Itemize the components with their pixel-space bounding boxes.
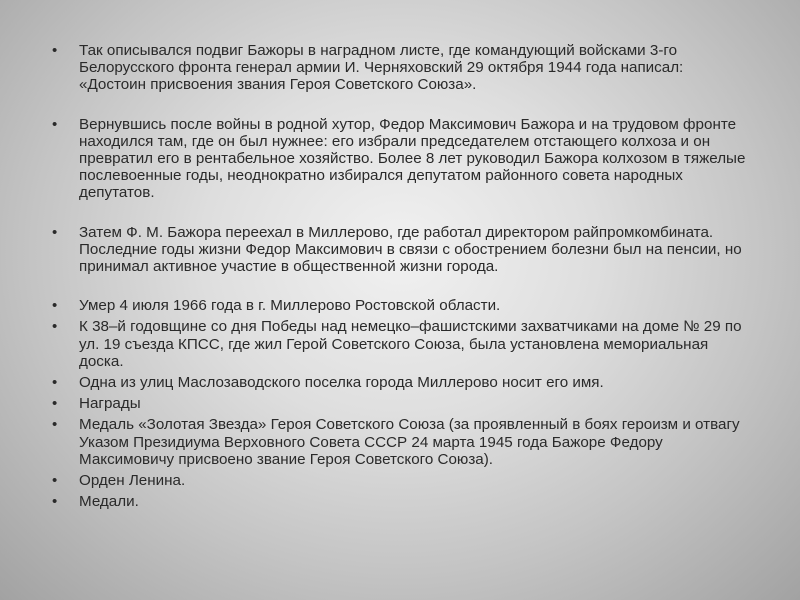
list-item — [48, 116, 754, 202]
list-item — [48, 395, 754, 412]
bullet-text: Орден Ленина. — [79, 472, 186, 490]
list-item — [48, 374, 754, 391]
bullet-text: Затем Ф. М. Бажора переехал в Миллерово, где работал директором райпромкомбината. Последние годы жизни Федор Максимович в связи с обострением болезни был на пенсии, но принимал активное участие в общественной жизни города. — [79, 223, 742, 276]
list-item — [48, 493, 754, 510]
bullet-icon: • — [52, 42, 58, 59]
bullet-text: Умер 4 июля 1966 года в г. Миллерово Ростовской области. — [79, 297, 501, 315]
bullet-text: Медали. — [79, 493, 139, 511]
bullet-text: К 38–й годовщине со дня Победы над немецко–фашистскими захватчиками на доме № 29 по ул. 19 съезда КПСС, где жил Герой Советского Союза, была установлена мемориальная доска. — [79, 318, 742, 370]
bullet-text: Одна из улиц Маслозаводского поселка города Миллерово носит его имя. — [79, 374, 604, 392]
list-item — [48, 297, 754, 314]
bullet-icon: • — [52, 416, 58, 434]
list-item — [48, 416, 754, 468]
bullet-text: Награды — [79, 395, 141, 413]
bullet-list — [48, 42, 754, 514]
bullet-icon: • — [52, 223, 58, 241]
bullet-text: Вернувшись после войны в родной хутор, Федор Максимович Бажора и на трудовом фронте находился там, где он был нужнее: его избрали председателем отстающего колхоза и он превратил его в рентабельное хозяйство. Более 8 лет руководил Бажора колхозом в тяжелые послевоенные годы, неоднократно избирался депутатом районного совета народных депутатов. — [79, 115, 746, 202]
bullet-icon: • — [52, 395, 58, 413]
bullet-icon: • — [52, 472, 58, 490]
list-item — [48, 318, 754, 370]
list-item — [48, 224, 754, 276]
bullet-text: Медаль «Золотая Звезда» Героя Советского Союза (за проявленный в боях героизм и отвагу Указом Президиума Верховного Совета СССР 24 марта 1945 года Бажоре Федору Максимовичу присвоено звание Героя Советского Союза). — [79, 416, 740, 468]
bullet-icon: • — [52, 115, 58, 133]
bullet-icon: • — [52, 297, 58, 315]
list-item — [48, 42, 754, 94]
bullet-icon: • — [52, 493, 58, 511]
bullet-text: Так описывался подвиг Бажоры в наградном листе, где командующий войсками 3-го Белорусского фронта генерал армии И. Черняховский 29 октября 1944 года написал: «Достоин присвоения звания Героя Советского Союза». — [79, 42, 684, 94]
list-item — [48, 472, 754, 489]
bullet-icon: • — [52, 374, 58, 392]
bullet-icon: • — [52, 318, 58, 336]
